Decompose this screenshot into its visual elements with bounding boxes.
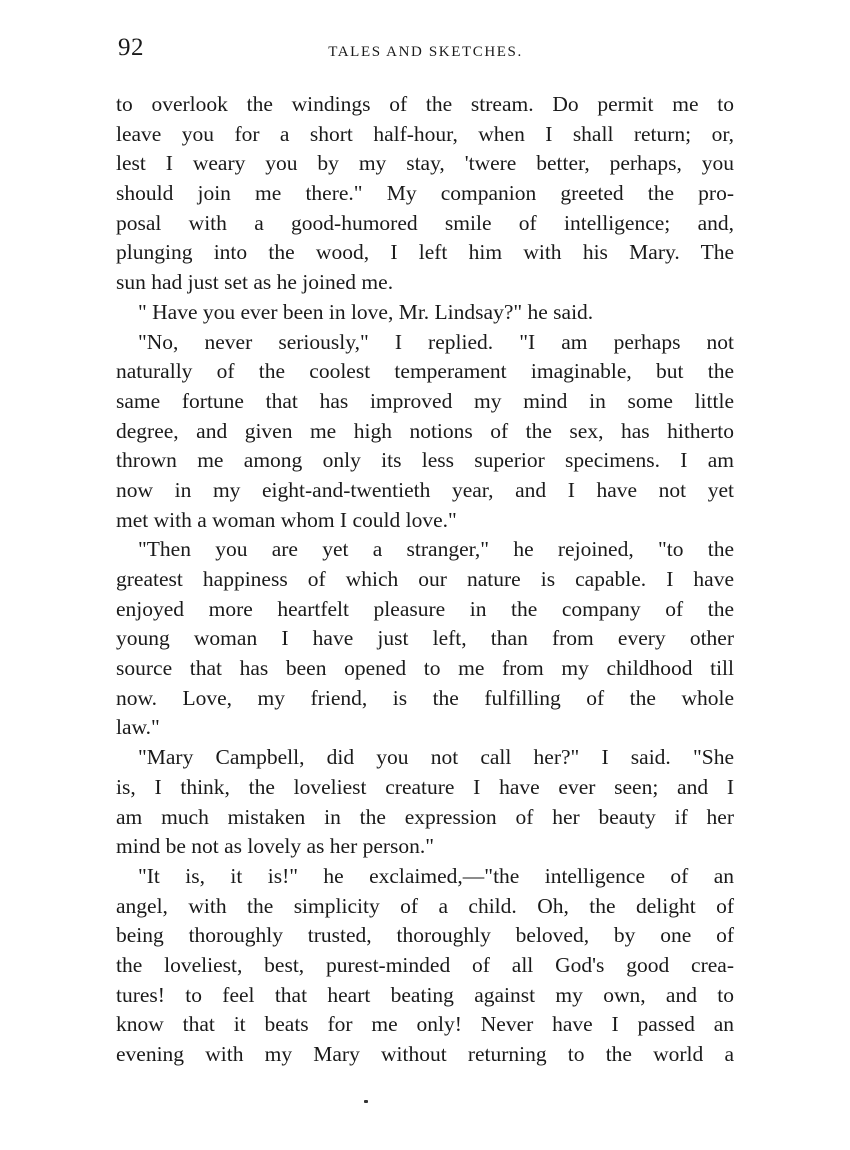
- text-line: source that has been opened to me from my childhood till: [116, 656, 734, 681]
- text-line: met with a woman whom I could love.": [116, 507, 457, 532]
- text-line: leave you for a short half-hour, when I shall return; or,: [116, 121, 734, 146]
- text-line: "It is, it is!" he exclaimed,—"the intelligence of an: [138, 863, 734, 888]
- text-line: plunging into the wood, I left him with his Mary. The: [116, 240, 734, 265]
- text-line: is, I think, the loveliest creature I have ever seen; and I: [116, 774, 734, 799]
- text-line: naturally of the coolest temperament imaginable, but the: [116, 359, 734, 384]
- text-line: "No, never seriously," I replied. "I am perhaps not: [138, 329, 734, 354]
- text-line: enjoyed more heartfelt pleasure in the company of the: [116, 596, 734, 621]
- text-line: " Have you ever been in love, Mr. Lindsay?" he said.: [138, 299, 594, 324]
- text-line: lest I weary you by my stay, 'twere better, perhaps, you: [116, 151, 734, 176]
- ink-mark: [364, 1100, 368, 1103]
- body-text: [116, 90, 734, 1070]
- text-line: greatest happiness of which our nature is capable. I have: [116, 567, 734, 591]
- text-line: should join me there." My companion greeted the pro-: [116, 181, 734, 206]
- text-line: am much mistaken in the expression of her beauty if her: [116, 804, 734, 829]
- text-line: tures! to feel that heart beating against my own, and to: [116, 982, 734, 1007]
- running-head: TALES AND SKETCHES.: [328, 44, 523, 60]
- page-number: 92: [118, 34, 144, 61]
- text-line: posal with a good-humored smile of intelligence; and,: [116, 210, 734, 235]
- page-header: [118, 34, 733, 64]
- text-line: law.": [116, 715, 160, 740]
- text-line: to overlook the windings of the stream. Do permit me to: [116, 92, 734, 116]
- text-line: thrown me among only its less superior specimens. I am: [116, 448, 734, 473]
- text-line: "Mary Campbell, did you not call her?" I said. "She: [138, 745, 734, 770]
- text-line: same fortune that has improved my mind in some little: [116, 388, 734, 413]
- text-line: the loveliest, best, purest-minded of all God's good crea-: [116, 952, 734, 977]
- text-line: degree, and given me high notions of the sex, has hitherto: [116, 418, 734, 443]
- text-line: "Then you are yet a stranger," he rejoined, "to the: [138, 537, 734, 562]
- text-line: being thoroughly trusted, thoroughly beloved, by one of: [116, 923, 734, 948]
- text-line: young woman I have just left, than from every other: [116, 626, 734, 651]
- text-line: mind be not as lovely as her person.": [116, 834, 435, 859]
- text-line: evening with my Mary without returning to the world a: [116, 1042, 734, 1066]
- text-line: now in my eight-and-twentieth year, and I have not yet: [116, 477, 734, 502]
- text-line: know that it beats for me only! Never have I passed an: [116, 1012, 734, 1037]
- text-line: angel, with the simplicity of a child. Oh, the delight of: [116, 893, 734, 918]
- text-line: now. Love, my friend, is the fulfilling of the whole: [116, 685, 734, 710]
- text-line: sun had just set as he joined me.: [116, 270, 394, 295]
